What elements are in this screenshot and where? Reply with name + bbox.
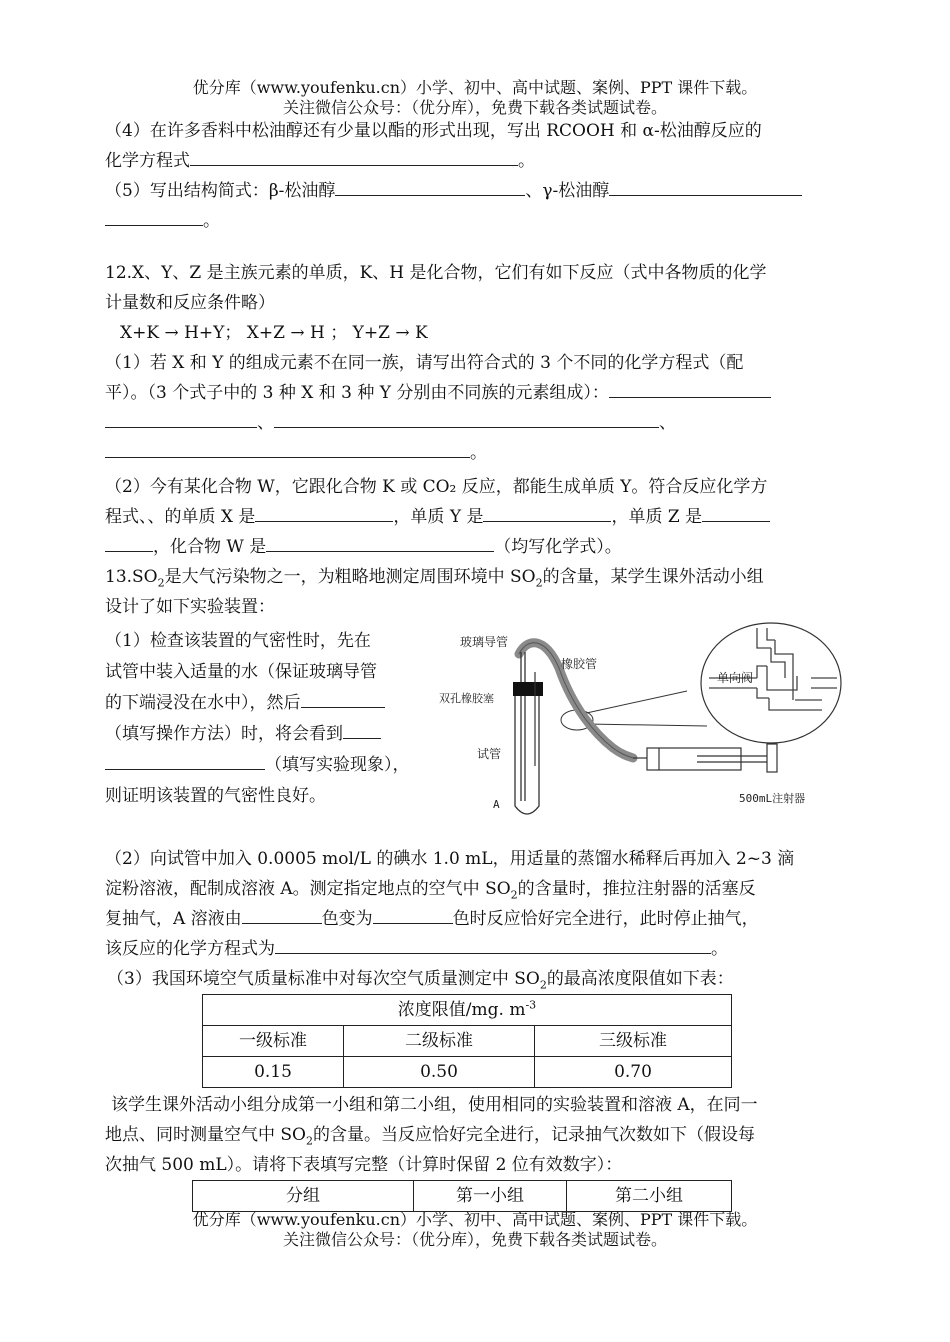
answer-blank[interactable] <box>105 207 203 226</box>
text-run: 的含量，某学生课外活动小组 <box>542 567 764 587</box>
q13-part2-line4 <box>105 934 845 964</box>
double-hole-stopper <box>513 682 543 696</box>
table-header-cell: 分组 <box>193 1181 414 1212</box>
text-run: 复抽气，A 溶液由 <box>105 909 242 929</box>
subscript: 2 <box>510 888 518 902</box>
answer-blank[interactable] <box>105 533 153 552</box>
table-header-cell: 二级标准 <box>344 1026 535 1057</box>
q12-part2-line3 <box>105 532 845 562</box>
concentration-limit-table <box>202 994 732 1088</box>
answer-blank[interactable] <box>483 503 611 522</box>
answer-blank[interactable] <box>242 905 322 924</box>
text-run: 的下端浸没在水中），然后 <box>105 693 301 713</box>
answer-blank[interactable] <box>609 379 771 398</box>
answer-blank[interactable] <box>105 751 265 770</box>
text-run: （3）我国环境空气质量标准中对每次空气质量测定中 SO <box>107 969 540 989</box>
table-header-cell: 第一小组 <box>414 1181 567 1212</box>
q13-part1-line4 <box>105 719 430 750</box>
q13-part4-line3: 次抽气 500 mL）。请将下表填写完整（计算时保留 2 位有效数字）： <box>105 1155 623 1175</box>
text-run: 的最高浓度限值如下表： <box>546 969 734 989</box>
label-rubber-tube: 橡胶管 <box>561 657 598 671</box>
label-syringe: 500mL注射器 <box>739 792 806 805</box>
answer-blank[interactable] <box>274 409 659 428</box>
q11-part5-line2 <box>105 206 845 236</box>
q13-part1-text <box>105 626 430 812</box>
text-run: 浓度限值/mg. m <box>397 1000 526 1020</box>
q13-part4-line2 <box>105 1120 845 1150</box>
q11-part4-line2 <box>105 146 845 176</box>
q13-part3-intro <box>105 964 845 994</box>
answer-blank[interactable] <box>266 533 494 552</box>
q11-part5-line1 <box>105 176 845 206</box>
answer-blank[interactable] <box>105 409 257 428</box>
q12-part1-line4 <box>105 438 845 468</box>
page-header-line1: 优分库（www.youfenku.cn）小学、初中、高中试题、案例、PPT 课件下载。 <box>192 78 758 97</box>
q12-part1-line1: （1）若 X 和 Y 的组成元素不在同一族，请写出符合式的 3 个不同的化学方程式（配 <box>105 353 744 373</box>
text-run: 色变为 <box>321 909 373 929</box>
q13-part1-line3 <box>105 688 430 719</box>
label-check-valve: 单向阀 <box>717 671 754 685</box>
separator: 、 <box>659 413 676 433</box>
page-content <box>105 116 845 1212</box>
q13-intro-line2: 设计了如下实验装置： <box>105 597 275 617</box>
label-solution-a: A <box>493 798 500 811</box>
check-valve-detail <box>709 628 837 710</box>
table-cell: 0.50 <box>344 1057 535 1088</box>
q11-part5-label: （5）写出结构简式：β-松油醇 <box>105 181 336 201</box>
q13-part4-line1: 该学生课外活动小组分成第一小组和第二小组，使用相同的实验装置和溶液 A，在同一 <box>111 1095 758 1115</box>
text-run: 该反应的化学方程式为 <box>105 939 275 959</box>
answer-blank[interactable] <box>702 503 770 522</box>
text-run: （填写操作方法）时，将会看到 <box>105 724 343 744</box>
page-footer-line2: 关注微信公众号：（优分库），免费下载各类试题试卷。 <box>282 1230 667 1249</box>
label-stopper: 双孔橡胶塞 <box>439 692 494 705</box>
answer-blank[interactable] <box>105 439 470 458</box>
q11-part4-label: 化学方程式 <box>105 151 190 171</box>
text-run: 地点、同时测量空气中 SO <box>105 1125 306 1145</box>
q12-part2-note: （均写化学式）。 <box>494 537 622 557</box>
q11-part5-mid: 、γ-松油醇 <box>525 181 610 201</box>
q12-intro-line2: 计量数和反应条件略） <box>105 293 275 313</box>
subscript: 2 <box>306 1134 313 1148</box>
table-header-cell: 三级标准 <box>535 1026 732 1057</box>
table-cell: 0.70 <box>535 1057 732 1088</box>
table-title <box>203 995 732 1026</box>
q12-part2-z-label: ，单质 Z 是 <box>611 507 703 527</box>
q12-part2-y-label: ，单质 Y 是 <box>393 507 484 527</box>
text-run: 是大气污染物之一，为粗略地测定周围环境中 SO <box>164 567 536 587</box>
q13-part1-line1: （1）检查该装置的气密性时，先在 <box>105 631 371 651</box>
q12-intro-line1: 12.X、Y、Z 是主族元素的单质，K、H 是化合物，它们有如下反应（式中各物质的化学 <box>105 263 767 283</box>
apparatus-diagram <box>427 616 847 826</box>
q13-part1-line6: 则证明该装置的气密性良好。 <box>105 786 326 806</box>
text-run: （填写实验现象）， <box>265 755 410 775</box>
table-header-row <box>203 1026 732 1057</box>
q13-intro-line1 <box>105 562 845 592</box>
q12-part2-w-label: ，化合物 W 是 <box>153 537 267 557</box>
q12-part2-x-label: 程式、、的单质 X 是 <box>105 507 256 527</box>
q11-part4-end: 。 <box>518 151 535 171</box>
q13-part2-line1: （2）向试管中加入 0.0005 mol/L 的碘水 1.0 mL，用适量的蒸馏水稀释后再加入 2~3 滴 <box>105 849 795 869</box>
answer-blank[interactable] <box>609 177 802 196</box>
q13-part1-block <box>105 622 845 844</box>
separator: 、 <box>257 413 274 433</box>
answer-blank[interactable] <box>335 177 525 196</box>
leader-line <box>582 691 687 714</box>
answer-blank[interactable] <box>301 689 385 708</box>
q12-part1-line3 <box>105 408 845 438</box>
answer-blank[interactable] <box>373 905 453 924</box>
q12-part2-line2 <box>105 502 845 532</box>
q12-part2-line1: （2）今有某化合物 W，它跟化合物 K 或 CO₂ 反应，都能生成单质 Y。符合反应化学方 <box>105 477 768 497</box>
period: 。 <box>470 443 487 463</box>
q11-part5-end: 。 <box>203 211 220 231</box>
page-footer-line1: 优分库（www.youfenku.cn）小学、初中、高中试题、案例、PPT 课件下载。 <box>192 1210 758 1229</box>
q12-part1-label: 平）。（3 个式子中的 3 种 X 和 3 种 Y 分别由不同族的元素组成）： <box>105 383 609 403</box>
period: 。 <box>711 939 728 959</box>
table-row <box>203 1057 732 1088</box>
q12-equations: X+K → H+Y； X+Z → H ； Y+Z → K <box>120 323 428 343</box>
q12-part1-line2 <box>105 378 845 408</box>
page-header-line2: 关注微信公众号：（优分库），免费下载各类试题试卷。 <box>282 98 667 117</box>
q13-part1-line2: 试管中装入适量的水（保证玻璃导管 <box>105 662 377 682</box>
subscript: 2 <box>539 978 547 992</box>
table-header-row <box>193 1181 732 1212</box>
group-table <box>192 1180 732 1212</box>
table-header-cell: 一级标准 <box>203 1026 344 1057</box>
text-run: 的含量。当反应恰好完全进行，记录抽气次数如下（假设每 <box>313 1125 755 1145</box>
answer-blank[interactable] <box>343 720 381 739</box>
text-run: 的含量时，推拉注射器的活塞反 <box>517 879 756 899</box>
q13-part1-line5 <box>105 750 430 781</box>
answer-blank[interactable] <box>190 147 518 166</box>
subscript: 2 <box>535 576 543 590</box>
subscript: 2 <box>157 576 165 590</box>
table-header-cell: 第二小组 <box>567 1181 732 1212</box>
label-test-tube: 试管 <box>477 747 502 761</box>
text-run: 淀粉溶液，配制成溶液 A。测定指定地点的空气中 SO <box>105 879 511 899</box>
syringe <box>633 744 777 772</box>
text-run: 13.SO <box>105 567 158 587</box>
table-cell: 0.15 <box>203 1057 344 1088</box>
text-run: 色时反应恰好完全进行，此时停止抽气， <box>452 909 759 929</box>
answer-blank[interactable] <box>255 503 393 522</box>
q13-part2-line3 <box>105 904 845 934</box>
answer-blank[interactable] <box>275 935 711 954</box>
label-glass-tube: 玻璃导管 <box>460 635 509 649</box>
q11-part4-line1: （4）在许多香料中松油醇还有少量以酯的形式出现，写出 RCOOH 和 α-松油醇反应的 <box>105 121 762 141</box>
leader-line <box>587 724 707 726</box>
superscript: -3 <box>525 998 537 1012</box>
q13-part2-line2 <box>105 874 845 904</box>
